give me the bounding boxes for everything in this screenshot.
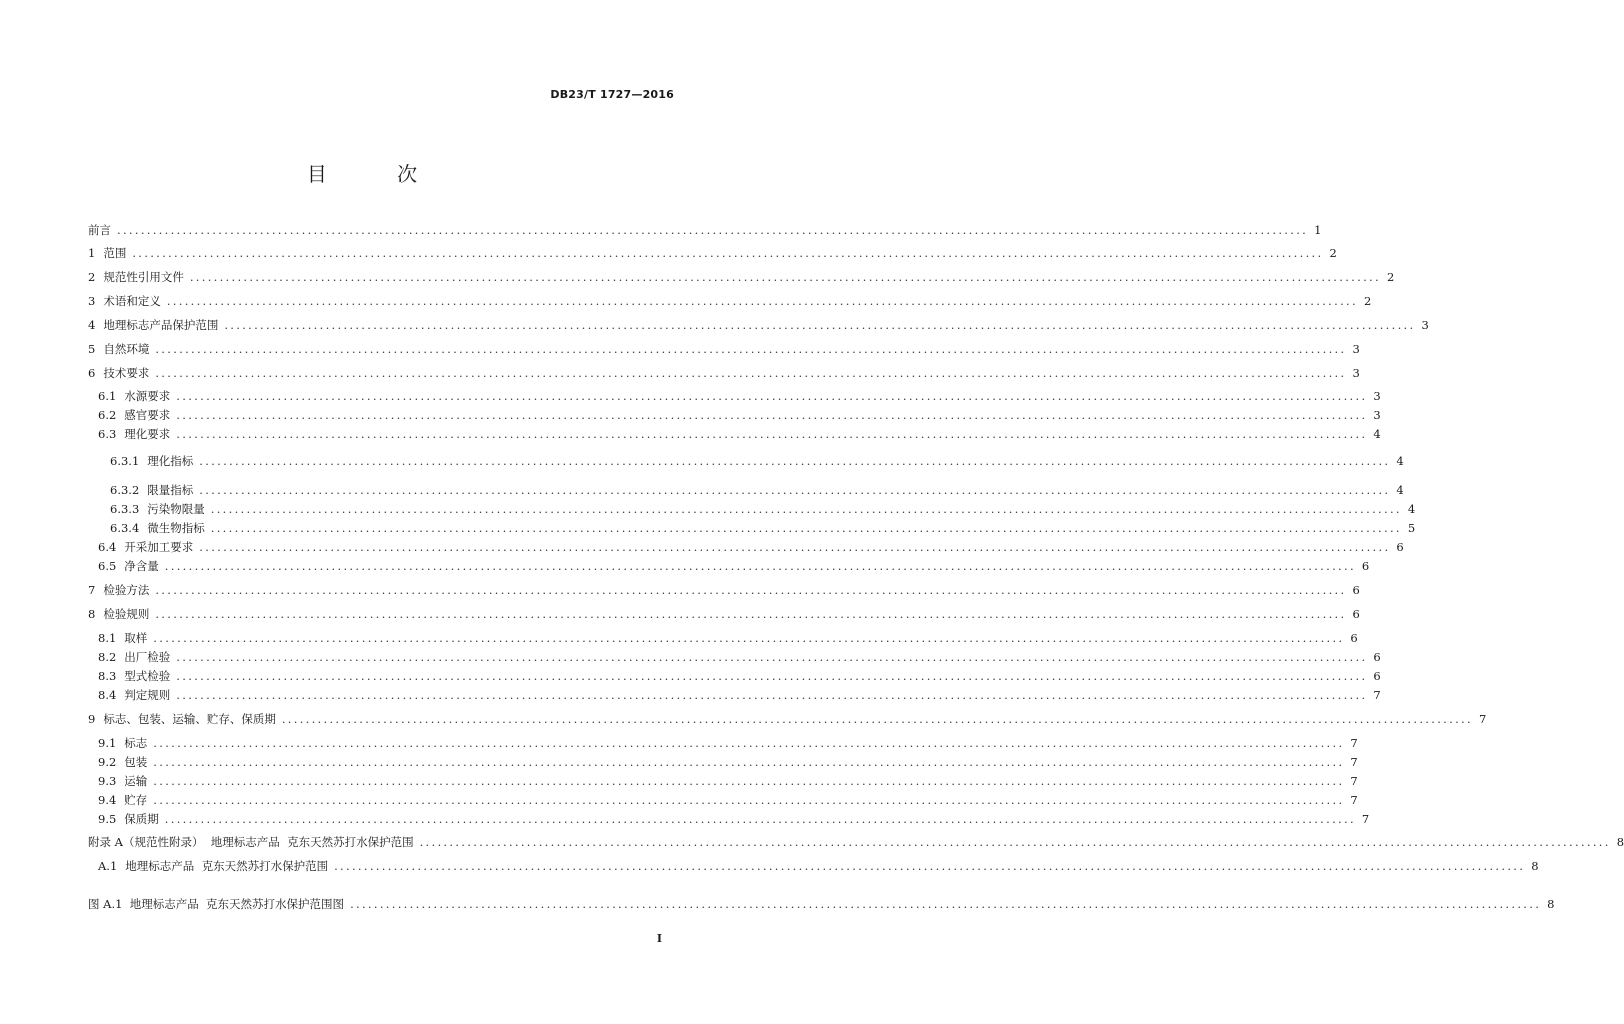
toc-entry-title: 范围 — [103, 246, 127, 260]
toc-list — [88, 0, 1624, 1024]
toc-entry-number: 6.4 — [98, 540, 117, 554]
toc-entry[interactable] — [88, 426, 1381, 442]
toc-entry-number: 9.2 — [98, 755, 117, 769]
toc-entry-title: 感官要求 — [124, 408, 171, 422]
toc-leader-dots: ........................................................................................................................................................................................................ — [176, 427, 1368, 441]
toc-entry-title: 图 A.1 地理标志产品 克东天然苏打水保护范围图 — [88, 897, 345, 911]
toc-entry-title: 判定规则 — [124, 688, 171, 702]
toc-entry[interactable] — [88, 365, 1360, 381]
toc-entry-number: 6.3 — [98, 427, 117, 441]
toc-entry-page: 2 — [1329, 246, 1337, 260]
toc-entry-page: 3 — [1352, 342, 1360, 356]
toc-leader-dots: ........................................................................................................................................................................................................ — [153, 755, 1345, 769]
toc-entry-title: 标志、包装、运输、贮存、保质期 — [103, 712, 276, 726]
toc-leader-dots: ........................................................................................................................................................................................................ — [153, 774, 1345, 788]
toc-leader-dots: ........................................................................................................................................................................................................ — [155, 607, 1347, 621]
toc-entry-title: 地理标志产品 克东天然苏打水保护范围 — [125, 859, 329, 873]
toc-entry[interactable] — [88, 711, 1487, 727]
standard-code: DB23/T 1727—2016 — [550, 88, 674, 101]
toc-entry[interactable] — [88, 317, 1429, 333]
toc-leader-dots: ........................................................................................................................................................................................................ — [334, 859, 1526, 873]
toc-entry[interactable] — [88, 453, 1404, 469]
toc-entry-number: 9.3 — [98, 774, 117, 788]
toc-entry-title: 术语和定义 — [103, 294, 161, 308]
toc-entry-title: 污染物限量 — [147, 502, 205, 516]
toc-entry[interactable] — [88, 834, 1624, 850]
toc-entry-number: 7 — [88, 583, 96, 597]
toc-entry-number: 2 — [88, 270, 96, 284]
toc-entry-title: 取样 — [124, 631, 148, 645]
toc-leader-dots: ........................................................................................................................................................................................................ — [176, 669, 1368, 683]
toc-entry-number: 6.3.2 — [110, 483, 140, 497]
toc-leader-dots: ........................................................................................................................................................................................................ — [166, 294, 1358, 308]
toc-leader-dots: ........................................................................................................................................................................................................ — [224, 318, 1416, 332]
toc-entry[interactable] — [88, 687, 1381, 703]
toc-entry[interactable] — [88, 520, 1416, 536]
toc-entry[interactable] — [88, 558, 1370, 574]
toc-entry-page: 1 — [1314, 223, 1322, 237]
toc-leader-dots: ........................................................................................................................................................................................................ — [176, 408, 1368, 422]
toc-entry-page: 4 — [1396, 454, 1404, 468]
toc-entry-title: 理化要求 — [124, 427, 171, 441]
toc-entry-number: 4 — [88, 318, 96, 332]
toc-entry-page: 3 — [1421, 318, 1429, 332]
toc-entry-number: 8.4 — [98, 688, 117, 702]
toc-entry-number: 9.5 — [98, 812, 117, 826]
toc-entry[interactable] — [88, 482, 1404, 498]
toc-entry-page: 8 — [1531, 859, 1539, 873]
toc-entry-title: 标志 — [124, 736, 148, 750]
toc-leader-dots: ........................................................................................................................................................................................................ — [210, 502, 1402, 516]
toc-entry-page: 6 — [1352, 607, 1360, 621]
toc-entry-page: 7 — [1373, 688, 1381, 702]
toc-entry[interactable] — [88, 792, 1358, 808]
toc-entry[interactable] — [88, 896, 1555, 912]
toc-leader-dots: ........................................................................................................................................................................................................ — [164, 812, 1356, 826]
toc-leader-dots: ........................................................................................................................................................................................................ — [153, 736, 1345, 750]
toc-entry-page: 3 — [1373, 389, 1381, 403]
toc-entry-title: 检验规则 — [103, 607, 150, 621]
toc-entry-number: 8.3 — [98, 669, 117, 683]
toc-entry-title: 出厂检验 — [124, 650, 171, 664]
toc-entry-number: 9 — [88, 712, 96, 726]
toc-entry-page: 3 — [1352, 366, 1360, 380]
toc-entry-page: 6 — [1350, 631, 1358, 645]
toc-entry[interactable] — [88, 501, 1416, 517]
toc-entry-page: 2 — [1363, 294, 1372, 308]
toc-entry-page: 7 — [1350, 793, 1358, 807]
toc-entry-title: 水源要求 — [124, 389, 171, 403]
toc-leader-dots: ........................................................................................................................................................................................................ — [117, 223, 1309, 237]
toc-entry-number: 6.5 — [98, 559, 117, 573]
toc-entry-title: 净含量 — [124, 559, 159, 573]
toc-entry-title: 包装 — [124, 755, 148, 769]
toc-entry-title: 检验方法 — [103, 583, 150, 597]
toc-entry-title: 限量指标 — [147, 483, 194, 497]
toc-entry-number: 8 — [88, 607, 96, 621]
toc-entry[interactable] — [88, 222, 1322, 238]
toc-entry-title: 保质期 — [124, 812, 159, 826]
toc-entry-number: 6.2 — [98, 408, 117, 422]
toc-entry-page: 3 — [1373, 408, 1381, 422]
toc-entry-number: 6 — [88, 366, 96, 380]
toc-entry-page: 5 — [1407, 521, 1416, 535]
toc-entry[interactable] — [88, 539, 1404, 555]
toc-entry-number: 3 — [88, 294, 96, 308]
toc-leader-dots: ........................................................................................................................................................................................................ — [153, 631, 1345, 645]
toc-leader-dots: ........................................................................................................................................................................................................ — [155, 342, 1347, 356]
toc-entry-title: 型式检验 — [124, 669, 171, 683]
toc-entry-title: 贮存 — [124, 793, 148, 807]
footer-page-number: I — [656, 932, 662, 945]
toc-entry-title: 自然环境 — [103, 342, 150, 356]
toc-entry[interactable] — [88, 754, 1358, 770]
toc-entry[interactable] — [88, 606, 1360, 622]
toc-entry-page: 7 — [1478, 712, 1487, 726]
toc-entry[interactable] — [88, 407, 1381, 423]
toc-entry-number: A.1 — [98, 859, 118, 873]
toc-leader-dots: ........................................................................................................................................................................................................ — [176, 650, 1368, 664]
toc-entry-number: 8.1 — [98, 631, 117, 645]
toc-entry-page: 7 — [1361, 812, 1370, 826]
toc-entry-number: 8.2 — [98, 650, 117, 664]
toc-leader-dots: ........................................................................................................................................................................................................ — [199, 454, 1391, 468]
page-title: 目 次 — [306, 162, 450, 186]
toc-entry[interactable] — [88, 388, 1381, 404]
toc-entry-title: 理化指标 — [147, 454, 194, 468]
toc-leader-dots: ........................................................................................................................................................................................................ — [189, 270, 1381, 284]
toc-entry-number: 6.1 — [98, 389, 117, 403]
toc-leader-dots: ........................................................................................................................................................................................................ — [155, 366, 1347, 380]
toc-leader-dots: ........................................................................................................................................................................................................ — [176, 688, 1368, 702]
toc-leader-dots: ........................................................................................................................................................................................................ — [153, 793, 1345, 807]
toc-entry-title: 规范性引用文件 — [103, 270, 184, 284]
toc-entry[interactable] — [88, 858, 1539, 874]
toc-leader-dots: ........................................................................................................................................................................................................ — [199, 483, 1391, 497]
toc-leader-dots: ........................................................................................................................................................................................................ — [164, 559, 1356, 573]
toc-entry[interactable] — [88, 735, 1358, 751]
toc-entry-page: 6 — [1373, 669, 1381, 683]
toc-entry-title: 前言 — [88, 223, 111, 237]
toc-entry[interactable] — [88, 811, 1370, 827]
toc-entry-page: 4 — [1373, 427, 1381, 441]
toc-leader-dots: ........................................................................................................................................................................................................ — [350, 897, 1542, 911]
toc-leader-dots: ........................................................................................................................................................................................................ — [419, 835, 1611, 849]
toc-entry-title: 开采加工要求 — [124, 540, 194, 554]
toc-entry-page: 4 — [1407, 502, 1416, 516]
toc-entry-number: 6.3.3 — [110, 502, 140, 516]
toc-entry-page: 6 — [1373, 650, 1381, 664]
toc-leader-dots: ........................................................................................................................................................................................................ — [199, 540, 1391, 554]
toc-entry-number: 9.4 — [98, 793, 117, 807]
toc-entry[interactable] — [88, 773, 1358, 789]
toc-entry-page: 2 — [1386, 270, 1395, 284]
toc-entry[interactable] — [88, 649, 1381, 665]
toc-entry-page: 7 — [1350, 736, 1358, 750]
toc-entry-page: 6 — [1352, 583, 1360, 597]
toc-leader-dots: ........................................................................................................................................................................................................ — [281, 712, 1473, 726]
toc-entry-title: 微生物指标 — [147, 521, 205, 535]
toc-leader-dots: ........................................................................................................................................................................................................ — [176, 389, 1368, 403]
toc-entry[interactable] — [88, 341, 1360, 357]
toc-entry-page: 4 — [1396, 483, 1404, 497]
toc-entry[interactable] — [88, 668, 1381, 684]
toc-entry-title: 运输 — [124, 774, 148, 788]
toc-entry[interactable] — [88, 293, 1372, 309]
toc-leader-dots: ........................................................................................................................................................................................................ — [155, 583, 1347, 597]
toc-entry-page: 8 — [1547, 897, 1555, 911]
toc-entry-number: 6.3.1 — [110, 454, 140, 468]
toc-leader-dots: ........................................................................................................................................................................................................ — [132, 246, 1324, 260]
toc-entry-title: 技术要求 — [103, 366, 150, 380]
toc-entry-number: 5 — [88, 342, 96, 356]
toc-entry-title: 附录 A（规范性附录） 地理标志产品 克东天然苏打水保护范围 — [88, 835, 414, 849]
toc-entry[interactable] — [88, 245, 1337, 261]
toc-entry-number: 6.3.4 — [110, 521, 140, 535]
toc-entry[interactable] — [88, 582, 1360, 598]
toc-leader-dots: ........................................................................................................................................................................................................ — [210, 521, 1402, 535]
toc-entry-page: 7 — [1350, 755, 1358, 769]
toc-entry[interactable] — [88, 630, 1358, 646]
toc-entry-page: 6 — [1396, 540, 1404, 554]
toc-entry-number: 9.1 — [98, 736, 117, 750]
toc-entry-page: 8 — [1616, 835, 1624, 849]
toc-entry-title: 地理标志产品保护范围 — [103, 318, 219, 332]
toc-entry-page: 7 — [1350, 774, 1358, 788]
toc-entry[interactable] — [88, 269, 1395, 285]
toc-entry-page: 6 — [1361, 559, 1370, 573]
toc-entry-number: 1 — [88, 246, 96, 260]
